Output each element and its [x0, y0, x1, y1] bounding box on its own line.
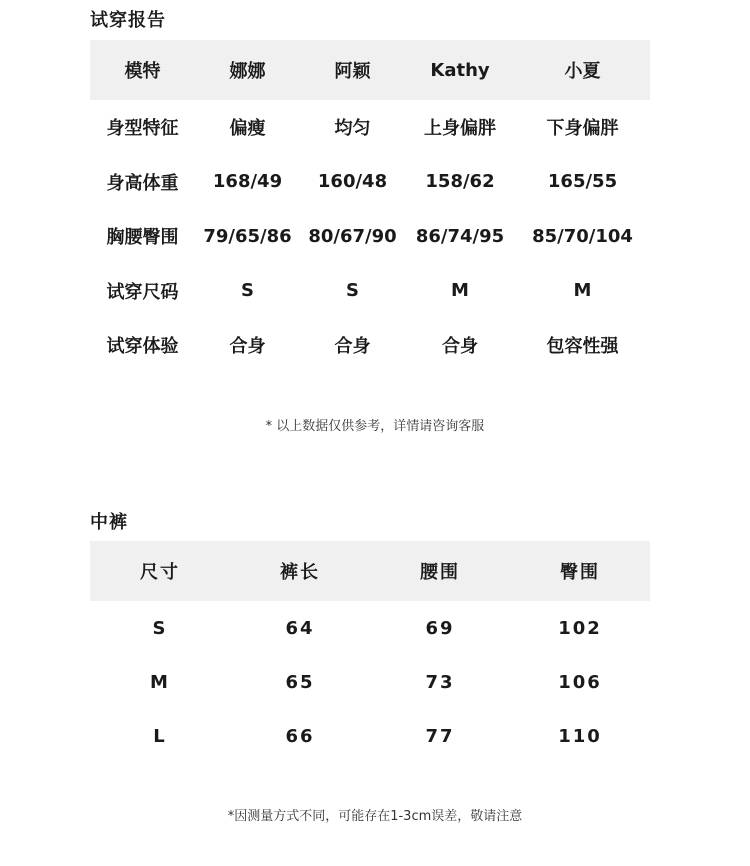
table-cell: 106 [558, 671, 602, 693]
table-cell: 合身 [442, 336, 478, 358]
header-cell: 臀围 [560, 562, 600, 583]
header-cell: 裤长 [280, 562, 320, 583]
table-cell: 包容性强 [546, 336, 619, 358]
header-cell: Kathy [430, 59, 490, 81]
table-cell: S [346, 280, 359, 302]
header-cell: 娜娜 [229, 61, 266, 82]
table-cell: 80/67/90 [308, 225, 397, 247]
table-cell: 160/48 [317, 171, 388, 193]
table-cell: 168/49 [212, 171, 283, 193]
try-report-title: 试穿报告 [90, 10, 166, 31]
try-report-note: * 以上数据仅供参考，详情请咨询客服 [265, 419, 485, 434]
table-cell: M [573, 280, 592, 302]
header-cell: 腰围 [420, 562, 460, 583]
table-cell: 66 [285, 725, 315, 747]
table-header-row [90, 40, 650, 100]
header-cell: 阿颖 [334, 61, 371, 82]
table-cell: 65 [285, 671, 315, 693]
table-cell: 158/62 [425, 171, 495, 193]
table-cell: 64 [285, 617, 315, 639]
size-label: L [153, 725, 167, 747]
header-cell: 模特 [124, 61, 161, 82]
row-label: 身高体重 [106, 172, 179, 194]
table-header-row [90, 541, 650, 601]
size-label: S [152, 617, 168, 639]
table-cell: 73 [425, 671, 455, 693]
table-row [90, 155, 650, 210]
table-cell: M [451, 280, 469, 302]
try-report-table [90, 40, 650, 373]
table-cell: 86/74/95 [415, 225, 505, 247]
row-label: 胸腰臀围 [106, 227, 179, 249]
size-label: M [150, 671, 170, 693]
table-cell: 85/70/104 [532, 225, 633, 247]
table-row [90, 655, 650, 709]
table-cell: 偏瘦 [229, 118, 266, 140]
table-cell: 165/55 [547, 171, 618, 193]
table-row [90, 318, 650, 373]
table-row [90, 100, 650, 155]
table-cell: 合身 [334, 336, 371, 358]
table-cell: 77 [425, 725, 455, 747]
pants-size-table [90, 541, 650, 763]
row-label: 试穿体验 [106, 336, 179, 358]
pants-size-title: 中裤 [90, 512, 128, 533]
table-cell: 102 [558, 617, 602, 639]
header-cell: 小夏 [564, 61, 601, 82]
table-cell: 110 [558, 725, 602, 747]
pants-size-note: *因测量方式不同，可能存在1-3cm误差，敬请注意 [227, 809, 523, 824]
table-row [90, 264, 650, 319]
row-label: 试穿尺码 [106, 281, 179, 303]
table-cell: 均匀 [334, 118, 371, 140]
table-cell: 69 [425, 617, 455, 639]
table-row [90, 709, 650, 763]
table-cell: 79/65/86 [203, 225, 292, 247]
table-cell: 上身偏胖 [424, 118, 496, 140]
table-cell: 下身偏胖 [546, 118, 619, 140]
table-cell: 合身 [229, 336, 266, 358]
row-label: 身型特征 [106, 118, 179, 140]
table-cell: S [241, 280, 254, 302]
table-row [90, 209, 650, 264]
table-row [90, 601, 650, 655]
header-cell: 尺寸 [140, 562, 180, 583]
